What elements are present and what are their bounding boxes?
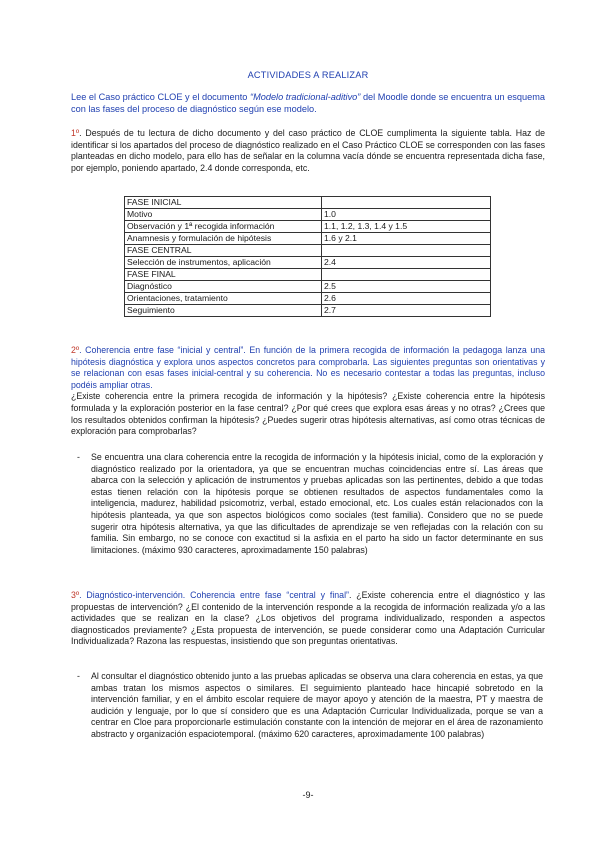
question-1-number: 1º (71, 128, 80, 138)
table-row (125, 221, 491, 233)
phase-label: Observación y 1ª recogida información (125, 221, 322, 233)
phase-label: FASE CENTRAL (125, 245, 322, 257)
question-2 (71, 345, 545, 438)
phase-section: 2.6 (322, 293, 491, 305)
answer-2 (77, 452, 543, 556)
phase-section: 1.0 (322, 209, 491, 221)
phase-section: 1.1, 1.2, 1.3, 1.4 y 1.5 (322, 221, 491, 233)
phase-label: Diagnóstico (125, 281, 322, 293)
question-1 (71, 128, 545, 174)
table-row (125, 233, 491, 245)
intro-text-2: del Moodle donde se encuentra un esquema con las fases del proceso de diagnóstico según ese modelo. (71, 92, 545, 114)
page-title: ACTIVIDADES A REALIZAR (247, 70, 369, 80)
phase-label: FASE INICIAL (125, 197, 322, 209)
answer-2-text: Se encuentra una clara coherencia entre la recogida de información y la hipótesis inicial, como de la exploración y diagnóstico realizado por la orientadora, ya que se encuentran muchas coincidencias entre sí. Las áreas que abarca con la selección y aplicación de instrumentos y pruebas aplicadas son las pertinentes, debido a que todas estas tienen relación con la hipótesis porque se obtienen resultados de aspectos fundamentales como la inteligencia, madurez, habilidad psicomotriz, verbal, estado emocional, etc. Los cuales están relacionados con la hipótesis planteada, ya que son aspectos biológicos como sociales (test familia). Considero que no se puede sugerir otra hipótesis alternativa, ya que las dificultades de aprendizaje se ven reflejadas con la relación con su familia. Sin embargo, no se conoce con exactitud si la asfixia en el parto ha sido un factor determinante en sus limitaciones. (máximo 930 caracteres, aproximadamente 150 palabras) (91, 452, 543, 555)
answer-3 (77, 671, 543, 741)
phase-label: Selección de instrumentos, aplicación (125, 257, 322, 269)
phase-section: 2.4 (322, 257, 491, 269)
phase-section: 2.7 (322, 305, 491, 317)
table-row (125, 209, 491, 221)
intro-text-1: Lee el Caso práctico CLOE y el documento (71, 92, 251, 102)
phase-section (322, 197, 491, 209)
question-2-number: 2º (71, 345, 80, 355)
phase-label: Orientaciones, tratamiento (125, 293, 322, 305)
table-row (125, 269, 491, 281)
table-row (125, 257, 491, 269)
table-row (125, 281, 491, 293)
phase-section (322, 245, 491, 257)
table-row (125, 305, 491, 317)
question-3 (71, 590, 545, 648)
intro-paragraph (71, 91, 545, 115)
table-row (125, 245, 491, 257)
phase-label: Anamnesis y formulación de hipótesis (125, 233, 322, 245)
intro-text-italic: “Modelo tradicional-aditivo” (250, 92, 361, 102)
phases-table (124, 196, 491, 317)
question-1-text: . Después de tu lectura de dicho documento y del caso práctico de CLOE cumplimenta la siguiente tabla. Haz de identificar si los apartados del proceso de diagnóstico realizado en el Caso Práctico CLOE se corresponden con las fases planteadas en dicho modelo, para ello has de señalar en la columna vacía dónde se encuentra representada dicha fase, por ejemplo, poniendo apartado, 2.4 donde corresponda, etc. (71, 128, 545, 173)
phase-section (322, 269, 491, 281)
page-number: -9- (302, 790, 314, 800)
answer-2-dash: - (77, 452, 80, 462)
phase-section: 2.5 (322, 281, 491, 293)
question-2-heading: . Coherencia entre fase “inicial y central”. En función de la primera recogida de información la pedagoga lanza una hipótesis diagnóstica y explora unos aspectos concretos para comprobarla. Las siguientes preguntas son orientativas y se relacionan con esas fases inicial-central y su coherencia. No es necesario contestar a todas las preguntas, incluso podéis ampliar otras. (71, 345, 545, 390)
phase-section: 1.6 y 2.1 (322, 233, 491, 245)
question-3-number: 3º (71, 590, 80, 600)
phase-label: Seguimiento (125, 305, 322, 317)
question-2-questions: ¿Existe coherencia entre la primera recogida de información y la hipótesis? ¿Existe coherencia entre la hipótesis formulada y la exploración posterior en la fase central? ¿Por qué crees que explora esas áreas y no otras? ¿Crees que los resultados obtenidos confirman la hipótesis? ¿Puedes sugerir otras hipótesis alternativas, así como otras técnicas de exploración para comprobarlas? (71, 391, 545, 437)
phase-label: Motivo (125, 209, 322, 221)
question-3-questions: . ¿Existe coherencia entre el diagnóstico y las propuestas de intervención? ¿El contenido de la intervención responde a la recogida de información realizada y/o a las actividades que se realizan en la clase? ¿Los objetivos del programa individualizado, responden a aspectos diagnosticados previamente? ¿Esta propuesta de intervención, se puede considerar como una Adaptación Curricular Individualizada? Razona las respuestas, insistiendo que son preguntas orientativas. (71, 590, 545, 647)
phase-label: FASE FINAL (125, 269, 322, 281)
question-3-heading: . Diagnóstico-intervención. Coherencia entre fase “central y final” (79, 590, 349, 600)
table-row (125, 197, 491, 209)
answer-3-dash: - (77, 671, 80, 681)
table-row (125, 293, 491, 305)
answer-3-text: Al consultar el diagnóstico obtenido junto a las pruebas aplicadas se observa una clara coherencia en estas, ya que ambas tratan los mismos aspectos o similares. El seguimiento planteado hace hincapié sobretodo en la intervención familiar, y en el ámbito escolar requiere de mayor apoyo y atención de la maestra, PT y maestra de audición y lenguaje, por lo que sí considero que es una Adaptación Curricular Individualizada, porque se van a centrar en Cloe para proporcionarle estimulación constante con la intención de mejorar en el área de razonamiento abstracto y organización espaciotemporal. (máximo 620 caracteres, aproximadamente 100 palabras) (91, 671, 543, 739)
